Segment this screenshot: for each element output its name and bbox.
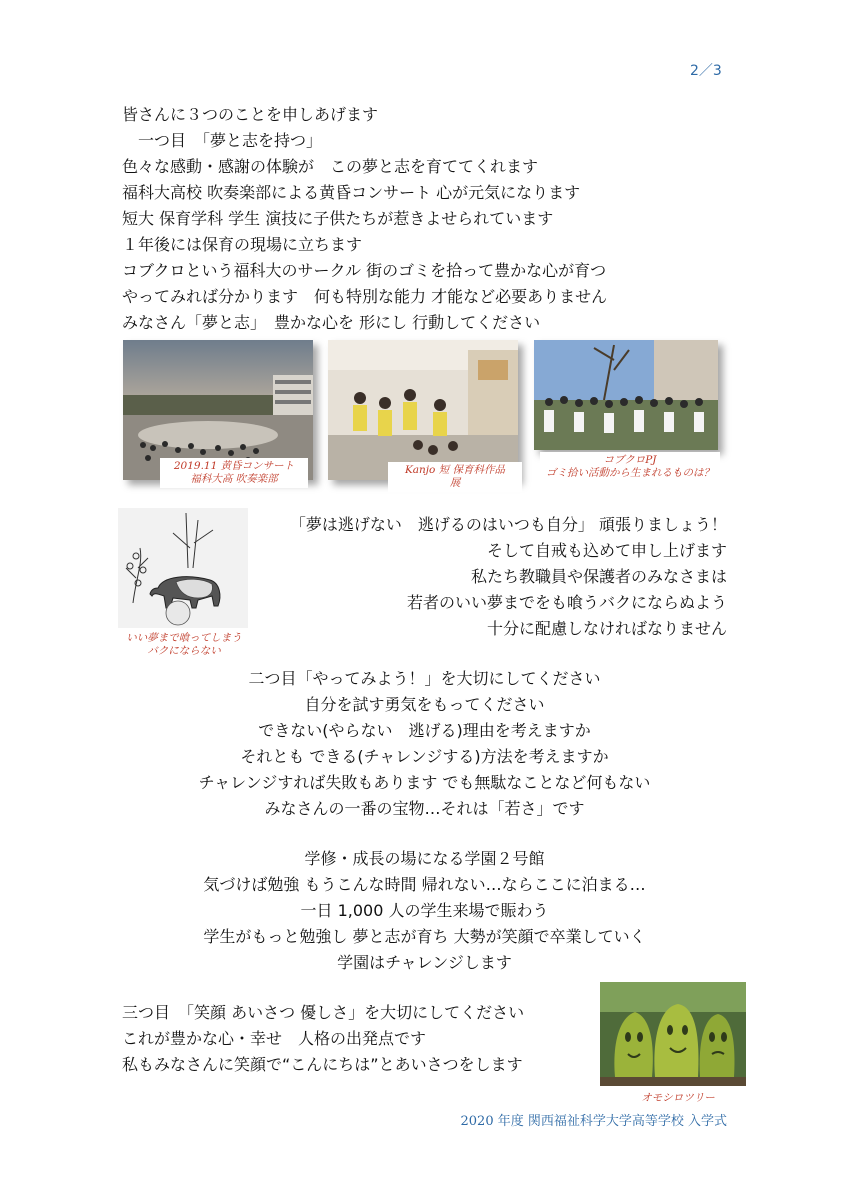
- text-line: 一つ目 「夢と志を持つ」: [122, 131, 323, 150]
- caption-line: ゴミ拾い活動から生まれるものは？: [546, 467, 714, 479]
- text-line: １年後には保育の現場に立ちます: [122, 235, 363, 254]
- caption-line: Kanjo 短 保育科作品: [404, 464, 506, 476]
- text-line: 短大 保育学科 学生 演技に子供たちが惹きよせられています: [122, 209, 554, 228]
- topiary-photo: [600, 982, 746, 1086]
- text-line: 十分に配慮しなければなりません: [486, 619, 727, 638]
- text-line: 三つ目 「笑顔 あいさつ 優しさ」を大切にしてください: [122, 1003, 525, 1022]
- text-line: これが豊かな心・幸せ 人格の出発点です: [122, 1029, 427, 1048]
- text-line: 学生がもっと勉強し 夢と志が育ち 大勢が笑顔で卒業していく: [203, 927, 646, 946]
- caption-line: 2019.11 黄昏コンサート: [173, 460, 295, 472]
- text-line: 福科大高校 吹奏楽部による黄昏コンサート 心が元気になります: [122, 183, 581, 202]
- text-line: 私たち教職員や保護者のみなさまは: [470, 567, 727, 586]
- text-line: やってみれば分かります 何も特別な能力 才能など必要ありません: [122, 287, 608, 306]
- tapir-caption: [115, 630, 253, 660]
- text-line: 皆さんに３つのことを申しあげます: [122, 105, 379, 124]
- text-line: それとも できる(チャレンジする)方法を考えますか: [240, 747, 609, 766]
- footer: 2020 年度 関西福祉科学大学高等学校 入学式: [460, 1114, 727, 1129]
- text-line: 学園はチャレンジします: [337, 953, 512, 972]
- text-line: 色々な感動・感謝の体験が この夢と志を育ててくれます: [122, 157, 539, 176]
- caption-line: 展: [449, 477, 461, 489]
- caption-line: いい夢まで喰ってしまう: [126, 632, 242, 644]
- text-line: 気づけば勉強 もうこんな時間 帰れない…ならここに泊まる…: [203, 875, 646, 894]
- caption-line: バクにならない: [147, 645, 221, 657]
- nursery-photo-caption: [388, 462, 522, 492]
- nursery-exhibition-photo: [328, 340, 518, 480]
- text-line: みなさん「夢と志」 豊かな心を 形にし 行動してください: [122, 313, 541, 332]
- cleanup-photo-caption: [540, 452, 720, 482]
- text-line: 一日 1,000 人の学生来場で賑わう: [300, 901, 549, 920]
- text-line: そして自戒も込めて申し上げます: [486, 541, 727, 560]
- text-line: 若者のいい夢までをも喰うバクにならぬよう: [406, 593, 727, 612]
- caption-line: コブクロPJ: [603, 454, 657, 466]
- text-line: 「夢は逃げない 逃げるのはいつも自分」 頑張りましょう！: [289, 515, 727, 534]
- concert-photo-caption: [160, 458, 308, 488]
- caption-line: 福科大高 吹奏楽部: [190, 473, 278, 485]
- text-line: 私もみなさんに笑顔で“こんにちは”とあいさつをします: [122, 1055, 523, 1074]
- text-line: 二つ目「やってみよう！」を大切にしてください: [248, 669, 601, 688]
- text-line: 学修・成長の場になる学園２号館: [304, 849, 545, 868]
- cleanup-group-photo: [534, 340, 718, 450]
- text-line: できない(やらない 逃げる)理由を考えますか: [258, 721, 591, 740]
- text-line: チャレンジすれば失敗もあります でも無駄なことなど何もない: [198, 773, 651, 792]
- text-line: みなさんの一番の宝物…それは「若さ」です: [264, 799, 585, 818]
- tapir-illustration: [118, 508, 248, 628]
- text-line: 自分を試す勇気をもってください: [304, 695, 545, 714]
- topiary-caption: オモシロツリー: [612, 1090, 744, 1107]
- text-line: コブクロという福科大のサークル 街のゴミを拾って豊かな心が育つ: [122, 261, 607, 280]
- page-number: 2／3: [690, 63, 722, 79]
